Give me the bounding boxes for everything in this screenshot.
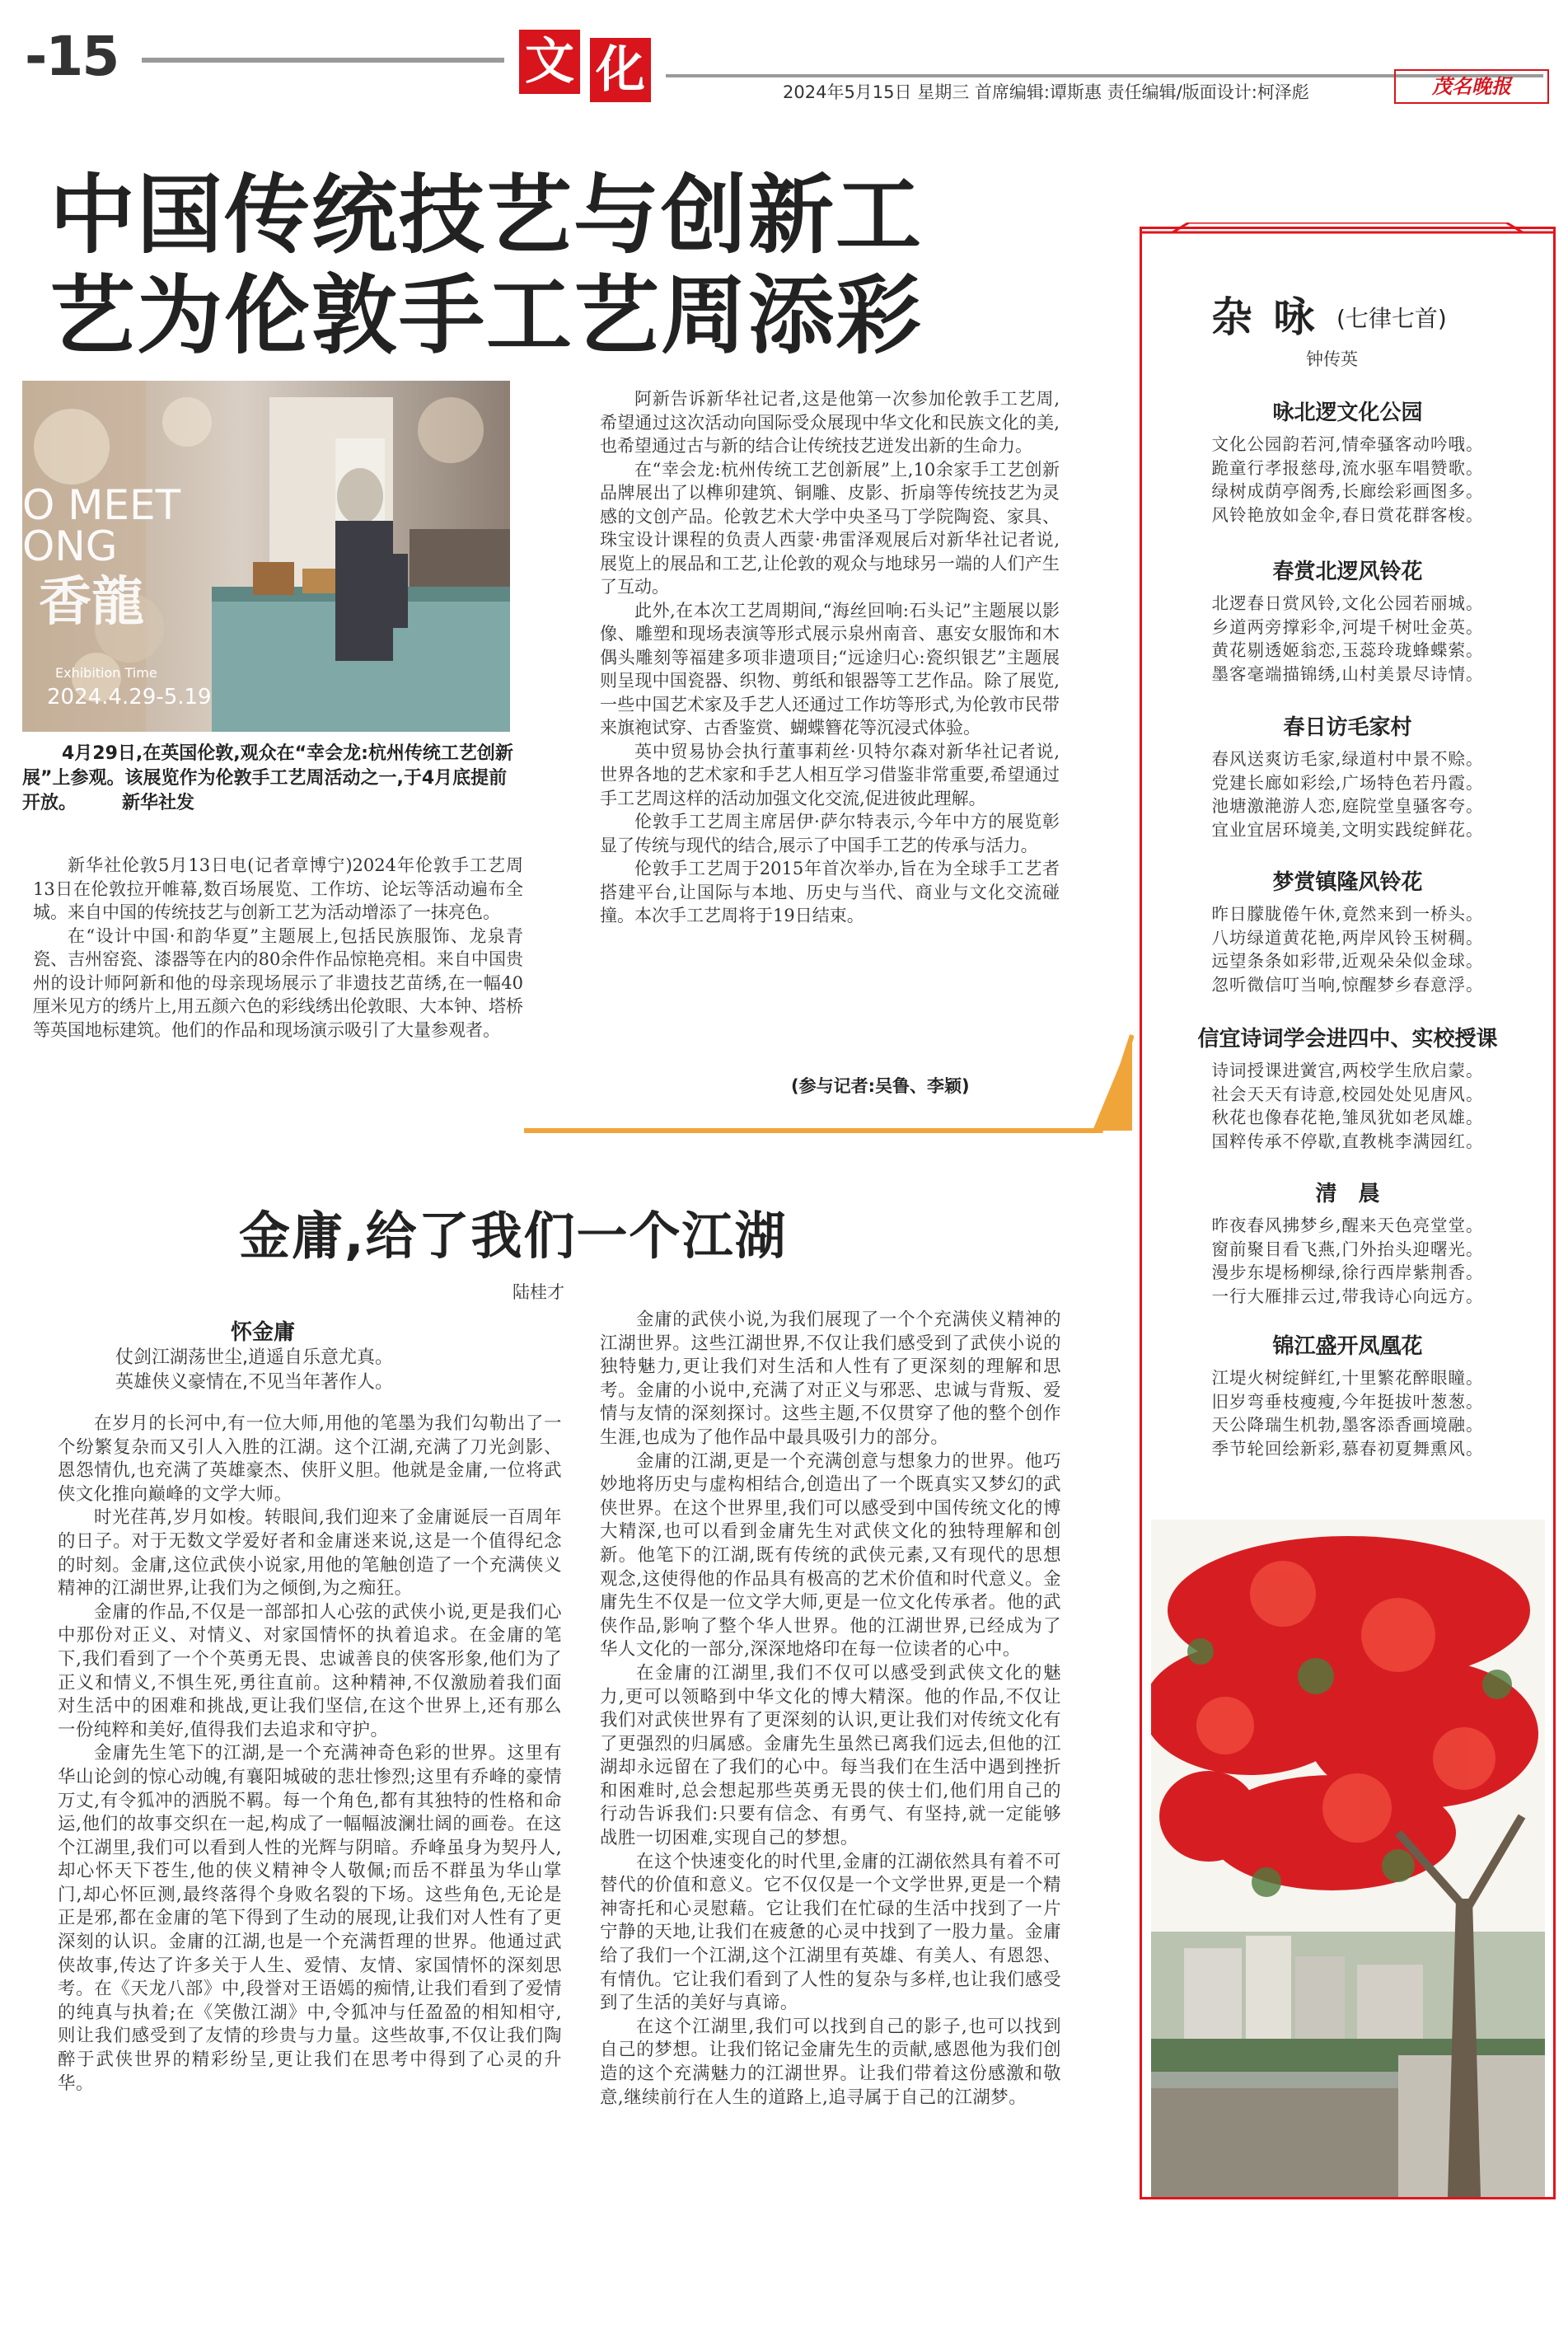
paragraph: 此外,在本次工艺周期间,“海丝回响:石头记”主题展以影像、雕塑和现场表演等形式展示泉州南音、惠安女服饰和木偶头雕刻等福建多项非遗项目;“远途归心:瓷织银艺”主题展则呈现中国瓷器、织物、剪纸和银器等工艺作品。除了展览,一些中国艺术家及手艺人还通过工作坊等形式,为伦敦市民带来旗袍试穿、古香鉴赏、蝴蝶簪花等沉浸式体验。 [600, 600, 1060, 738]
poem-line: 绿树成荫亭阁秀,长廊绘彩画图多。 [1211, 481, 1484, 501]
poem-line: 旧岁弯垂枝瘦瘦,今年挺拔叶葱葱。 [1211, 1391, 1484, 1412]
article-title: 金庸,给了我们一个江湖 [239, 1206, 788, 1266]
poem-line: 八坊绿道黄花艳,两岸风铃玉树稠。 [1211, 927, 1484, 948]
poem-author: 钟传英 [1306, 349, 1358, 369]
poem-line: 墨客毫端描锦绣,山村美景尽诗情。 [1211, 663, 1484, 684]
poem-line: 昨夜春风拂梦乡,醒来天色亮堂堂。 [1211, 1216, 1484, 1235]
photo-sign-text: ONG [22, 522, 118, 570]
date-line: 2024年5月15日 星期三 首席编辑:谭斯惠 责任编辑/版面设计:柯泽彪 [783, 82, 1309, 102]
poem-line: 风铃艳放如金伞,春日赏花群客梭。 [1211, 504, 1484, 525]
paragraph: 金庸先生笔下的江湖,是一个充满神奇色彩的世界。这里有华山论剑的惊心动魄,有襄阳城破的悲壮惨烈;这里有乔峰的豪情万丈,有令狐冲的洒脱不羁。每一个角色,都有其独特的性格和命运,他们的故事交织在一起,构成了一幅幅波澜壮阔的画卷。在这个江湖里,我们可以看到人性的光辉与阴暗。乔峰虽身为契丹人,却心怀天下苍生,他的侠义精神令人敬佩;而岳不群虽为华山掌门,却心怀叵测,最终落得个身败名裂的下场。这些角色,无论是正是邪,都在金庸的笔下得到了生动的展现,让我们对人性有了更深刻的认识。金庸的江湖,也是一个充满哲理的世界。他通过武侠故事,传达了许多关于人生、爱情、友情、家国情怀的深刻思考。在《天龙八部》中,段誉对王语嫣的痴情,让我们看到了爱情的纯真与执着;在《笑傲江湖》中,令狐冲与任盈盈的相知相守,则让我们感受到了友情的珍贵与力量。这些故事,不仅让我们陶醉于武侠世界的精彩纷呈,更让我们在思考中得到了心灵的升华。 [58, 1743, 562, 2094]
poem-line: 忽听微信叮当响,惊醒梦乡春意浮。 [1211, 974, 1484, 995]
poem-lines [1140, 1366, 1556, 1460]
poem-title: 梦赏镇隆风铃花 [1272, 870, 1423, 895]
paragraph: 在“设计中国·和韵华夏”主题展上,包括民族服饰、龙泉青瓷、吉州窑瓷、漆器等在内的80余件作品惊艳亮相。来自中国贵州的设计师阿新和他的母亲现场展示了非遗技艺苗绣,在一幅40厘米见方的绣片上,用五颜六色的彩线绣出伦敦眼、大本钟、塔桥等英国地标建筑。他们的作品和现场演示吸引了大量参观者。 [33, 925, 523, 1040]
article-column [58, 1412, 562, 2096]
poem-lines [1140, 1214, 1556, 1308]
poem-title: 咏北逻文化公园 [1272, 400, 1423, 425]
paragraph: 新华社伦敦5月13日电(记者章博宁)2024年伦敦手工艺周13日在伦敦拉开帷幕,数百场展览、工作坊、论坛等活动遍布全城。来自中国的传统技艺与创新工艺为活动增添了一抹亮色。 [33, 855, 523, 922]
poem-line: 一行大雁排云过,带我诗心向远方。 [1211, 1286, 1484, 1306]
paragraph: 金庸的作品,不仅是一部部扣人心弦的武侠小说,更是我们心中那份对正义、对情义、对家国情怀的执着追求。在金庸的笔下,我们看到了一个个英勇无畏、忠诚善良的侠客形象,他们为了正义和情义,不惧生死,勇往直前。这种精神,不仅激励着我们面对生活中的困难和挑战,更让我们坚信,在这个世界上,还有那么一份纯粹和美好,值得我们去追求和守护。 [58, 1601, 562, 1740]
header-rule [142, 58, 504, 63]
article-author: 陆桂才 [513, 1282, 564, 1302]
poem-line: 黄花剔透姬翁恋,玉蕊玲珑蜂蝶萦。 [1211, 640, 1484, 660]
paragraph: 时光荏苒,岁月如梭。转眼间,我们迎来了金庸诞辰一百周年的日子。对于无数文学爱好者和金庸迷来说,这是一个值得纪念的时刻。金庸,这位武侠小说家,用他的笔触创造了一个充满侠义精神的江湖世界,让我们为之倾倒,为之痴狂。 [58, 1507, 562, 1600]
poem-lines [1140, 747, 1556, 841]
poem-line: 天公降瑞生机勃,墨客添香画境融。 [1211, 1415, 1484, 1435]
chevron-divider [524, 1019, 1134, 1134]
poem-line: 春风送爽访毛家,绿道村中景不赊。 [1211, 749, 1484, 769]
poem-line: 北逻春日赏风铃,文化公园若丽城。 [1211, 593, 1484, 613]
paragraph: 英中贸易协会执行董事莉丝·贝特尔森对新华社记者说,世界各地的艺术家和手艺人相互学习借鉴非常重要,希望通过手工艺周这样的活动加强文化交流,促进彼此理解。 [600, 741, 1060, 808]
photo-caption: 4月29日,在英国伦敦,观众在“幸会龙:杭州传统工艺创新展”上参观。该展览作为伦敦手工艺周活动之一,于4月底提前开放。 新华社发 [22, 743, 513, 813]
page-number: -15 [25, 25, 119, 88]
poem-line: 昨日朦胧倦午休,竟然来到一桥头。 [1211, 904, 1484, 924]
paragraph: 在这个快速变化的时代里,金庸的江湖依然具有着不可替代的价值和意义。它不仅仅是一个文学世界,更是一个精神寄托和心灵慰藉。它让我们在忙碌的生活中找到了一片宁静的天地,让我们在疲惫的心灵中找到了一股力量。金庸给了我们一个江湖,这个江湖里有英雄、有美人、有恩怨、有情仇。它让我们看到了人性的复杂与多样,也让我们感受到了生活的美好与真谛。 [600, 1851, 1061, 2014]
inner-poem-line: 仗剑江湖荡世尘,逍遥自乐意尤真。 [115, 1347, 393, 1368]
paragraph: 在金庸的江湖里,我们不仅可以感受到武侠文化的魅力,更可以领略到中华文化的博大精深。他的作品,不仅让我们对武侠世界有了更深刻的认识,更让我们对传统文化有了更强烈的归属感。金庸先生虽然已离我们远去,但他的江湖却永远留在了我们的心中。每当我们在生活中遇到挫折和困难时,总会想起那些英勇无畏的侠士们,他们用自己的行动告诉我们:只要有信念、有勇气、有坚持,就一定能够战胜一切困难,实现自己的梦想。 [600, 1662, 1061, 1849]
article-headline [49, 165, 1137, 366]
reporter-credit: (参与记者:吴鲁、李颖) [791, 1076, 970, 1096]
poem-line: 池塘激滟游人恋,庭院堂皇骚客夸。 [1211, 796, 1484, 816]
poem-lines [1140, 433, 1556, 527]
paragraph: 在这个江湖里,我们可以找到自己的影子,也可以找到自己的梦想。让我们铭记金庸先生的贡献,感恩他为我们创造的这个充满魅力的江湖世界。让我们带着这份感激和敬意,继续前行在人生的道路上,追寻属于自己的江湖梦。 [600, 2016, 1061, 2108]
paragraph: 在“幸会龙:杭州传统工艺创新展”上,10余家手工艺创新品牌展出了以榫卯建筑、铜雕、皮影、折扇等传统技艺为灵感的文创产品。伦敦艺术大学中央圣马丁学院陶瓷、家具、珠宝设计课程的负责人西蒙·弗雷泽观展后对新华社记者说,展览上的展品和工艺,让伦敦的观众与地球另一端的人们产生了互动。 [600, 459, 1060, 597]
poem-line: 江堤火树绽鲜红,十里繁花醉眼瞳。 [1211, 1368, 1484, 1388]
paragraph: 金庸的武侠小说,为我们展现了一个个充满侠义精神的江湖世界。这些江湖世界,不仅让我们感受到了武侠小说的独特魅力,更让我们对生活和人性有了更深刻的理解和思考。金庸的小说中,充满了对正义与邪恶、忠诚与背叛、爱情与友情的深刻探讨。这些主题,不仅贯穿了他的整个创作生涯,也成为了他作品中最具吸引力的部分。 [600, 1309, 1061, 1448]
poem-line: 季节轮回绘新彩,慕春初夏舞熏风。 [1211, 1438, 1484, 1459]
poem-line: 跪童行孝报慈母,流水驱车唱赞歌。 [1211, 457, 1484, 478]
poem-line: 远望条条如彩带,近观朵朵似金球。 [1211, 951, 1484, 971]
frame-notch [1140, 222, 1556, 255]
poem-line: 乡道两旁撑彩伞,河堤千树吐金英。 [1211, 616, 1484, 637]
paragraph: 金庸的江湖,更是一个充满创意与想象力的世界。他巧妙地将历史与虚构相结合,创造出了一个既真实又梦幻的武侠世界。在这个世界里,我们可以感受到中国传统文化的博大精深,也可以看到金庸先生对武侠文化的独特理解和创新。他笔下的江湖,既有传统的武侠元素,又有现代的思想观念,这使得他的作品具有极高的艺术价值和时代意义。金庸先生不仅是一位文学大师,更是一位文化传承者。他的武侠作品,影响了整个华人世界。他的江湖世界,已经成为了华人文化的一部分,深深地烙印在每一位读者的心中。 [600, 1450, 1061, 1661]
poem-title: 春赏北逻风铃花 [1272, 560, 1423, 584]
poem-lines [1140, 592, 1556, 686]
photo-sign-text: Exhibition Time [55, 665, 157, 681]
poem-title: 春日访毛家村 [1283, 715, 1412, 740]
flamboyant-tree-photo [1151, 1520, 1545, 2197]
poem-line: 秋花也像春花艳,雏凤犹如老凤雄。 [1211, 1108, 1484, 1127]
poem-lines [1140, 1059, 1556, 1153]
paragraph: 伦敦手工艺周于2015年首次举办,旨在为全球手工艺者搭建平台,让国际与本地、历史与当代、商业与文化交流碰撞。本次手工艺周将于19日结束。 [600, 859, 1060, 925]
poem-column-title: 杂 咏 [1211, 293, 1318, 341]
inner-poem-title: 怀金庸 [231, 1320, 296, 1345]
poem-line: 党建长廊如彩绘,广场特色若丹霞。 [1211, 772, 1484, 793]
poem-column-subtitle: (七律七首) [1336, 305, 1447, 332]
poem-line: 漫步东堤杨柳绿,徐行西岸紫荆香。 [1211, 1262, 1484, 1282]
section-char-2: 化 [590, 38, 651, 102]
article-column [33, 854, 523, 1042]
headline-line: 中国传统技艺与创新工 [49, 165, 924, 265]
poem-line: 窗前聚目看飞燕,门外抬头迎曙光。 [1211, 1239, 1484, 1259]
poem-title: 锦江盛开凤凰花 [1272, 1334, 1423, 1359]
photo-sign-text: 2024.4.29-5.19 [47, 685, 212, 710]
section-char-1: 文 [519, 30, 580, 94]
photo-sign-text: 香龍 [39, 572, 144, 633]
poem-title: 清 晨 [1315, 1182, 1380, 1206]
poem-lines [1140, 902, 1556, 996]
inner-poem-line: 英雄侠义豪情在,不见当年著作人。 [115, 1372, 393, 1393]
poem-title: 信宜诗词学会进四中、实校授课 [1197, 1027, 1498, 1052]
photo-sign-text: O MEET [22, 481, 181, 529]
exhibition-photo [22, 381, 510, 732]
masthead-logo: 茂名晚报 [1394, 69, 1549, 104]
poem-line: 宜业宜居环境美,文明实践绽鲜花。 [1211, 819, 1484, 840]
paragraph: 在岁月的长河中,有一位大师,用他的笔墨为我们勾勒出了一个纷繁复杂而又引人入胜的江湖。这个江湖,充满了刀光剑影、恩怨情仇,也充满了英雄豪杰、侠肝义胆。他就是金庸,一位将武侠文化推向巅峰的文学大师。 [58, 1413, 562, 1505]
poem-line: 诗词授课进黉宫,两校学生欣启蒙。 [1211, 1061, 1484, 1080]
paragraph: 阿新告诉新华社记者,这是他第一次参加伦敦手工艺周,希望通过这次活动向国际受众展现中华文化和民族文化的美,也希望通过古与新的结合让传统技艺迸发出新的生命力。 [600, 389, 1060, 456]
poem-line: 社会天天有诗意,校园处处见唐风。 [1211, 1084, 1484, 1104]
article-column [600, 387, 1060, 928]
article-column [600, 1309, 1061, 2110]
section-mark [519, 30, 651, 102]
poem-line: 国粹传承不停歇,直教桃李满园红。 [1211, 1131, 1484, 1151]
headline-line: 艺为伦敦手工艺周添彩 [49, 265, 924, 366]
paragraph: 伦敦手工艺周主席居伊·萨尔特表示,今年中方的展览彰显了传统与现代的结合,展示了中国手工艺的传承与活力。 [600, 812, 1060, 855]
poem-line: 文化公园韵若河,情牵骚客动吟哦。 [1211, 434, 1484, 454]
